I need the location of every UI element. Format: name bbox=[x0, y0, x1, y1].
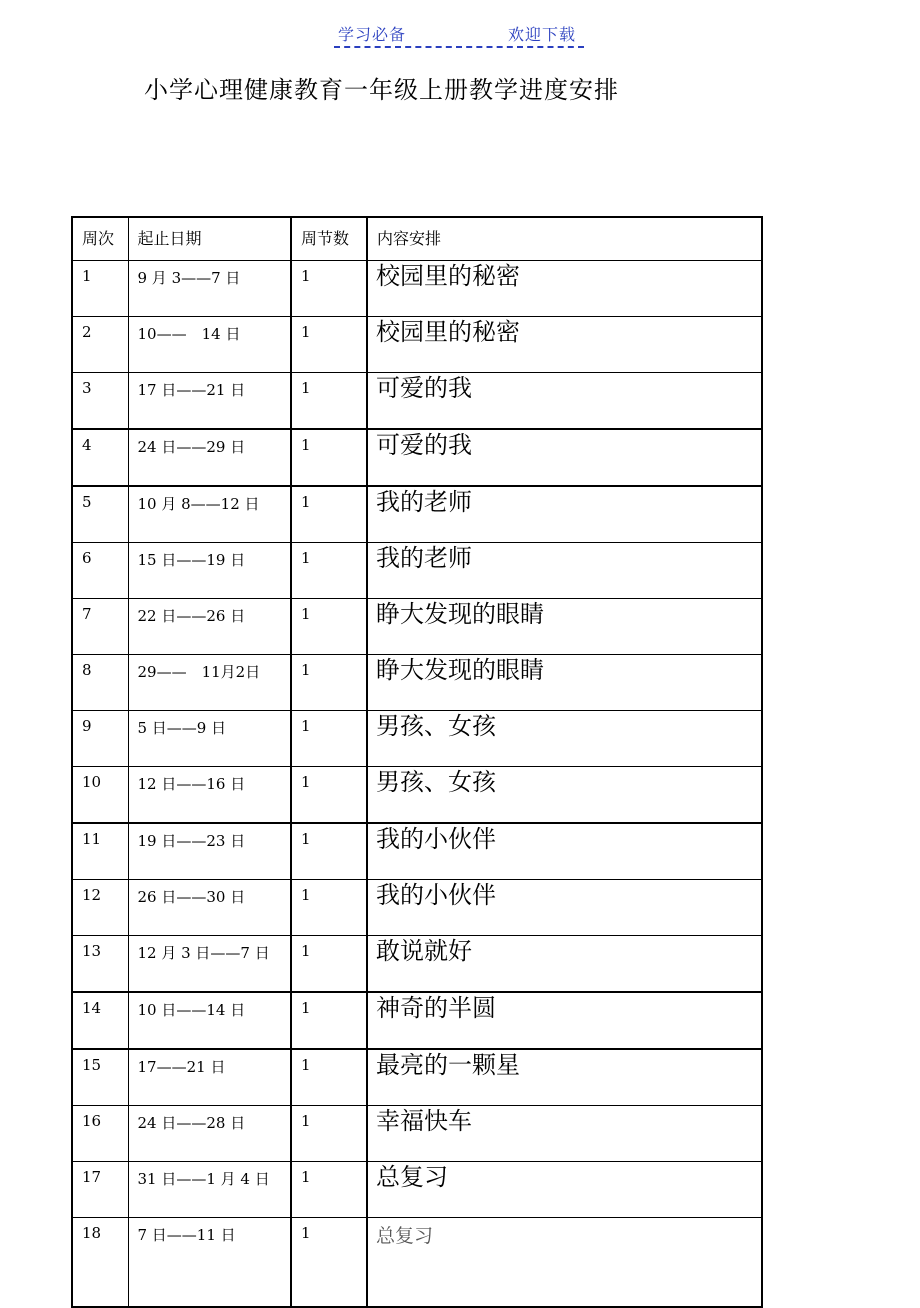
cell-content: 可爱的我 bbox=[367, 429, 762, 486]
column-header-content: 内容安排 bbox=[367, 217, 762, 261]
cell-dates: 17 日——21 日 bbox=[128, 373, 291, 430]
table-row bbox=[72, 880, 762, 936]
table-row bbox=[72, 767, 762, 824]
cell-periods: 1 bbox=[291, 599, 367, 655]
cell-week: 4 bbox=[72, 429, 128, 486]
cell-content: 可爱的我 bbox=[367, 373, 762, 430]
cell-periods: 1 bbox=[291, 1049, 367, 1106]
cell-dates: 26 日——30 日 bbox=[128, 880, 291, 936]
cell-periods: 1 bbox=[291, 711, 367, 767]
table-row bbox=[72, 711, 762, 767]
header-right-text: 欢迎下载 bbox=[508, 25, 577, 44]
cell-dates: 12 日——16 日 bbox=[128, 767, 291, 824]
cell-periods: 1 bbox=[291, 655, 367, 711]
cell-periods: 1 bbox=[291, 429, 367, 486]
cell-dates: 29—— 11月2日 bbox=[128, 655, 291, 711]
cell-dates: 9 月 3——7 日 bbox=[128, 261, 291, 317]
table-row bbox=[72, 261, 762, 317]
table-row bbox=[72, 317, 762, 373]
cell-dates: 12 月 3 日——7 日 bbox=[128, 936, 291, 993]
cell-periods: 1 bbox=[291, 880, 367, 936]
cell-dates: 24 日——28 日 bbox=[128, 1106, 291, 1162]
schedule-table bbox=[71, 216, 763, 1308]
cell-periods: 1 bbox=[291, 543, 367, 599]
cell-dates: 7 日——11 日 bbox=[128, 1218, 291, 1308]
cell-content: 最亮的一颗星 bbox=[367, 1049, 762, 1106]
cell-dates: 22 日——26 日 bbox=[128, 599, 291, 655]
table-row bbox=[72, 936, 762, 993]
cell-content: 校园里的秘密 bbox=[367, 317, 762, 373]
cell-dates: 10 日——14 日 bbox=[128, 992, 291, 1049]
cell-week: 12 bbox=[72, 880, 128, 936]
cell-week: 7 bbox=[72, 599, 128, 655]
cell-week: 5 bbox=[72, 486, 128, 543]
cell-content: 神奇的半圆 bbox=[367, 992, 762, 1049]
table-row bbox=[72, 1106, 762, 1162]
cell-content: 幸福快车 bbox=[367, 1106, 762, 1162]
cell-content: 我的小伙伴 bbox=[367, 823, 762, 880]
page-header bbox=[334, 20, 584, 48]
cell-dates: 10 月 8——12 日 bbox=[128, 486, 291, 543]
column-header-dates: 起止日期 bbox=[128, 217, 291, 261]
cell-content: 睁大发现的眼睛 bbox=[367, 599, 762, 655]
cell-content: 我的老师 bbox=[367, 543, 762, 599]
cell-content: 男孩、女孩 bbox=[367, 767, 762, 824]
cell-week: 11 bbox=[72, 823, 128, 880]
cell-periods: 1 bbox=[291, 1218, 367, 1308]
cell-content: 睁大发现的眼睛 bbox=[367, 655, 762, 711]
cell-week: 2 bbox=[72, 317, 128, 373]
column-header-periods: 周节数 bbox=[291, 217, 367, 261]
table-row bbox=[72, 543, 762, 599]
cell-week: 6 bbox=[72, 543, 128, 599]
cell-week: 9 bbox=[72, 711, 128, 767]
cell-week: 13 bbox=[72, 936, 128, 993]
table-row bbox=[72, 373, 762, 430]
table-row bbox=[72, 1162, 762, 1218]
cell-dates: 15 日——19 日 bbox=[128, 543, 291, 599]
cell-week: 15 bbox=[72, 1049, 128, 1106]
cell-content: 我的老师 bbox=[367, 486, 762, 543]
table-row bbox=[72, 429, 762, 486]
table-row bbox=[72, 599, 762, 655]
cell-week: 1 bbox=[72, 261, 128, 317]
cell-periods: 1 bbox=[291, 767, 367, 824]
table-row bbox=[72, 1049, 762, 1106]
cell-week: 3 bbox=[72, 373, 128, 430]
table-row bbox=[72, 486, 762, 543]
cell-content: 敢说就好 bbox=[367, 936, 762, 993]
table-row bbox=[72, 1218, 762, 1308]
cell-week: 10 bbox=[72, 767, 128, 824]
header-left-text: 学习必备 bbox=[338, 25, 407, 44]
document-title: 小学心理健康教育一年级上册教学进度安排 bbox=[144, 76, 619, 104]
cell-periods: 1 bbox=[291, 1106, 367, 1162]
cell-content: 校园里的秘密 bbox=[367, 261, 762, 317]
cell-week: 14 bbox=[72, 992, 128, 1049]
cell-dates: 19 日——23 日 bbox=[128, 823, 291, 880]
cell-content: 总复习 bbox=[367, 1218, 762, 1308]
cell-dates: 17——21 日 bbox=[128, 1049, 291, 1106]
table-row bbox=[72, 655, 762, 711]
cell-dates: 31 日——1 月 4 日 bbox=[128, 1162, 291, 1218]
cell-periods: 1 bbox=[291, 261, 367, 317]
cell-periods: 1 bbox=[291, 1162, 367, 1218]
cell-week: 16 bbox=[72, 1106, 128, 1162]
cell-content: 我的小伙伴 bbox=[367, 880, 762, 936]
cell-week: 17 bbox=[72, 1162, 128, 1218]
cell-content: 总复习 bbox=[367, 1162, 762, 1218]
cell-week: 18 bbox=[72, 1218, 128, 1308]
cell-periods: 1 bbox=[291, 823, 367, 880]
cell-periods: 1 bbox=[291, 317, 367, 373]
cell-periods: 1 bbox=[291, 936, 367, 993]
column-header-week: 周次 bbox=[72, 217, 128, 261]
cell-periods: 1 bbox=[291, 373, 367, 430]
cell-dates: 24 日——29 日 bbox=[128, 429, 291, 486]
cell-periods: 1 bbox=[291, 992, 367, 1049]
cell-periods: 1 bbox=[291, 486, 367, 543]
cell-content: 男孩、女孩 bbox=[367, 711, 762, 767]
table-header-row bbox=[72, 217, 762, 261]
cell-dates: 5 日——9 日 bbox=[128, 711, 291, 767]
table-row bbox=[72, 992, 762, 1049]
table-row bbox=[72, 823, 762, 880]
cell-week: 8 bbox=[72, 655, 128, 711]
cell-dates: 10—— 14 日 bbox=[128, 317, 291, 373]
